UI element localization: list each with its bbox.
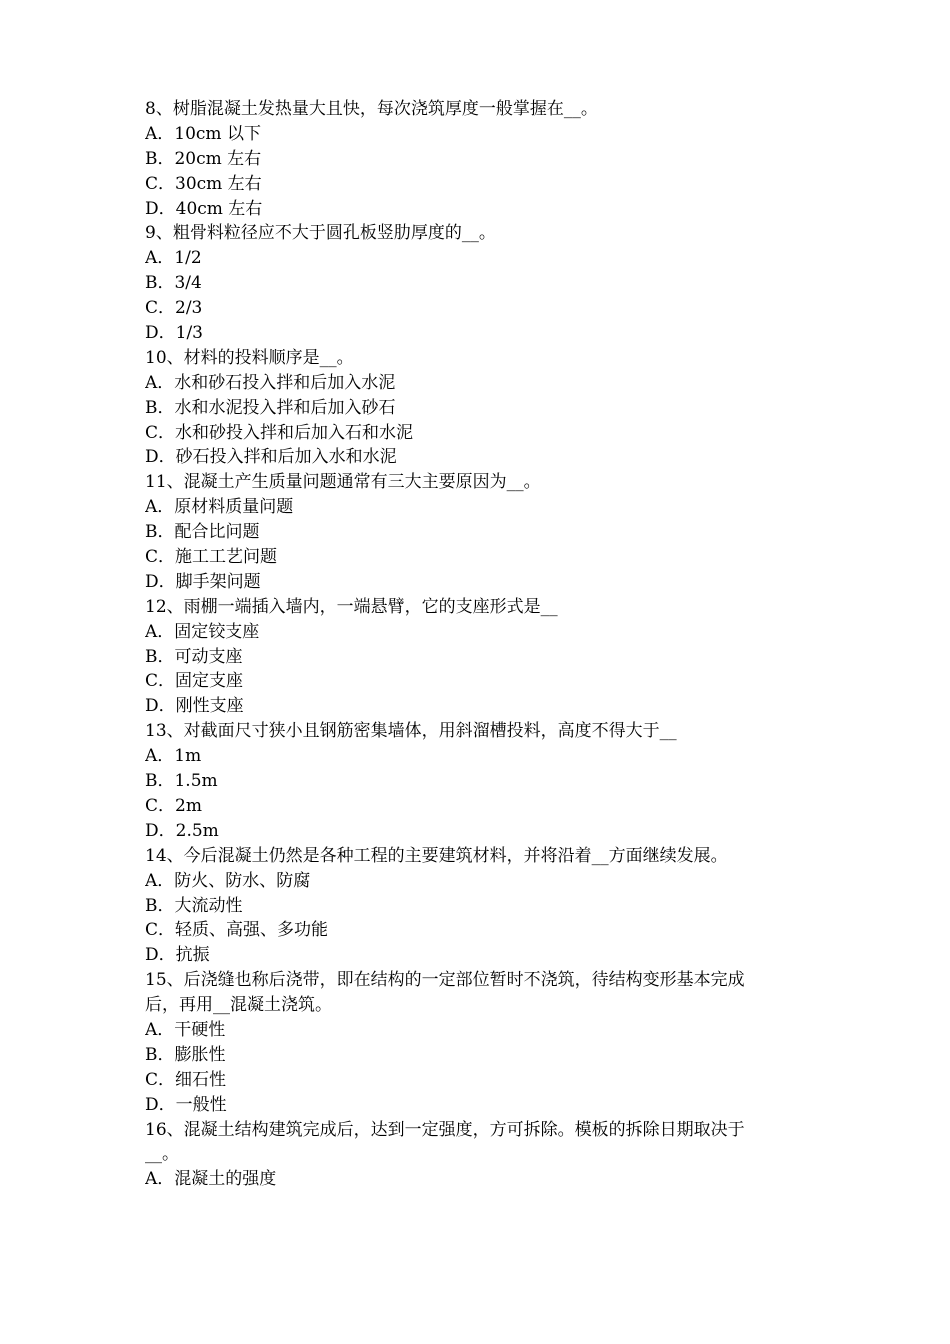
text-line: __。 <box>145 1144 179 1165</box>
text-line: C．2/3 <box>145 298 203 319</box>
text-line: C．施工工艺问题 <box>145 547 278 568</box>
text-line: 11、混凝土产生质量问题通常有三大主要原因为__。 <box>145 472 541 493</box>
text-line: C．轻质、高强、多功能 <box>145 920 329 941</box>
text-line: B．20cm 左右 <box>145 148 262 169</box>
text-line: D．抗振 <box>145 945 210 966</box>
text-line: 16、混凝土结构建筑完成后，达到一定强度，方可拆除。模板的拆除日期取决于 <box>145 1119 745 1140</box>
text-line: 12、雨棚一端插入墙内，一端悬臂，它的支座形式是__ <box>145 596 558 617</box>
text-line: D．40cm 左右 <box>145 198 263 219</box>
text-line: D．1/3 <box>145 323 203 344</box>
text-line: A．混凝土的强度 <box>145 1169 277 1190</box>
text-line: A．1m <box>145 746 202 767</box>
text-line: D．砂石投入拌和后加入水和水泥 <box>145 447 397 468</box>
text-line: A．干硬性 <box>145 1019 226 1040</box>
text-line: B．可动支座 <box>145 646 243 667</box>
text-line: B．1.5m <box>145 771 218 792</box>
text-line: C．2m <box>145 795 202 816</box>
text-line: D．2.5m <box>145 820 219 841</box>
text-line: A．10cm 以下 <box>145 123 261 144</box>
text-line: B．配合比问题 <box>145 522 260 543</box>
text-line: C．水和砂投入拌和后加入石和水泥 <box>145 422 414 443</box>
text-line: D．一般性 <box>145 1094 227 1115</box>
text-line: 10、材料的投料顺序是__。 <box>145 347 354 368</box>
text-line: C．固定支座 <box>145 671 244 692</box>
text-line: D．脚手架问题 <box>145 571 261 592</box>
document-page <box>145 97 825 1192</box>
text-line: 14、今后混凝土仍然是各种工程的主要建筑材料，并将沿着__方面继续发展。 <box>145 845 728 866</box>
text-line: A．固定铰支座 <box>145 621 260 642</box>
text-line: B．水和水泥投入拌和后加入砂石 <box>145 397 396 418</box>
text-line: B．3/4 <box>145 273 202 294</box>
text-line: D．刚性支座 <box>145 696 244 717</box>
text-line: 8、树脂混凝土发热量大且快，每次浇筑厚度一般掌握在__。 <box>145 99 598 119</box>
text-line: A．1/2 <box>145 248 202 269</box>
text-line: A．水和砂石投入拌和后加入水泥 <box>145 372 396 393</box>
text-line: 15、后浇缝也称后浇带，即在结构的一定部位暂时不浇筑，待结构变形基本完成 <box>145 970 745 991</box>
text-line: B．膨胀性 <box>145 1044 226 1065</box>
text-line: A．防火、防水、防腐 <box>145 870 311 891</box>
text-line: 9、粗骨料粒径应不大于圆孔板竖肋厚度的__。 <box>145 223 496 244</box>
text-line: B．大流动性 <box>145 895 243 916</box>
text-line: C．30cm 左右 <box>145 173 262 194</box>
text-line: A．原材料质量问题 <box>145 497 294 518</box>
text-line: 13、对截面尺寸狭小且钢筋密集墙体，用斜溜槽投料，高度不得大于__ <box>145 721 677 742</box>
text-line: 后，再用__混凝土浇筑。 <box>145 995 332 1016</box>
text-line: C．细石性 <box>145 1069 227 1090</box>
